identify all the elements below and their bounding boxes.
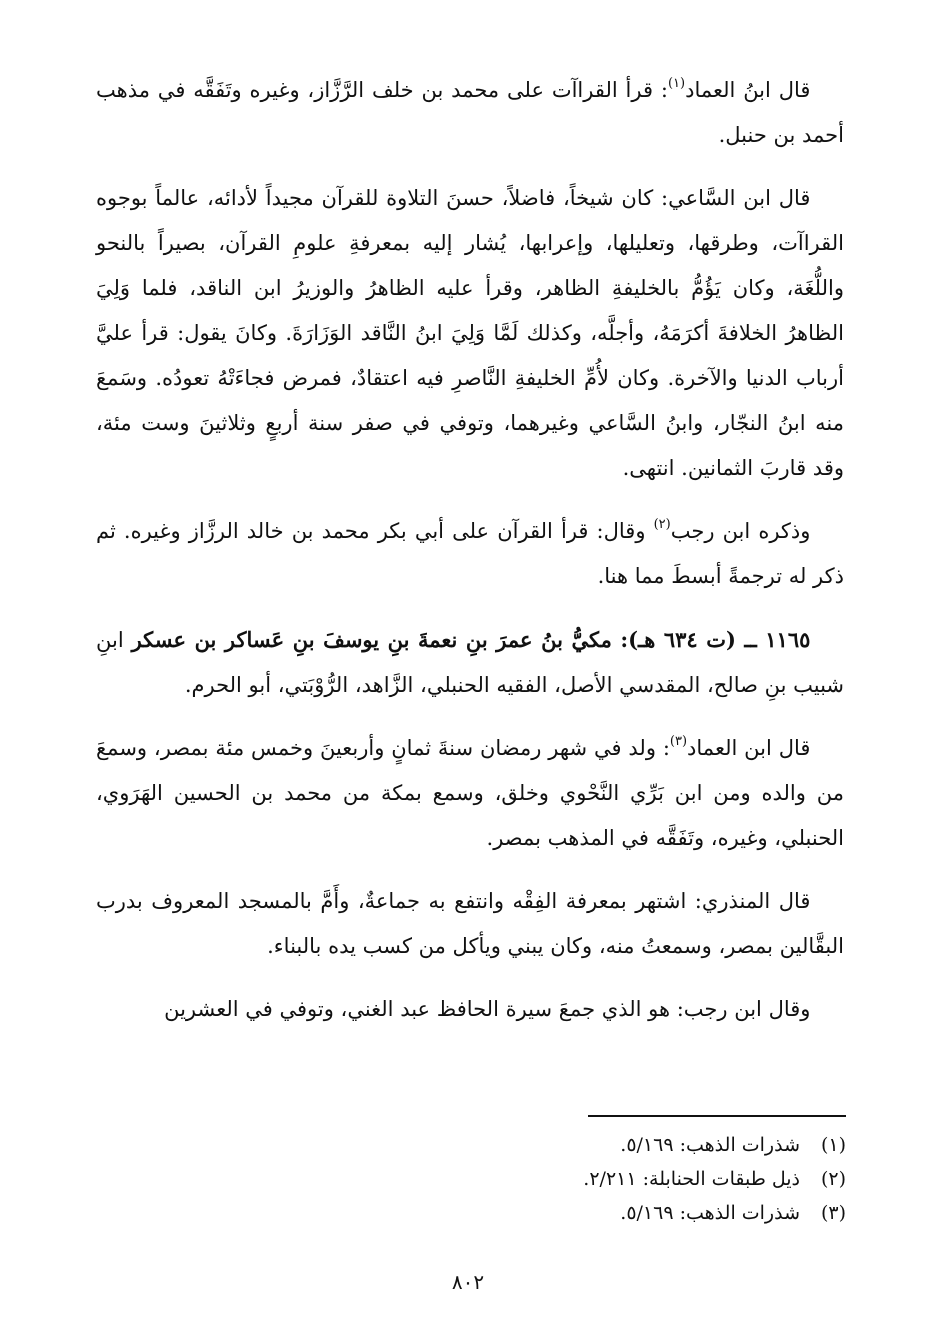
footnote-ref: (٢) bbox=[653, 517, 671, 532]
entry-1165 bbox=[96, 617, 844, 708]
paragraph-text: وقال ابن رجب: هو الذي جمعَ سيرة الحافظ عبد الغني، وتوفي في العشرين bbox=[164, 997, 811, 1021]
footnotes bbox=[146, 1128, 846, 1230]
footnote-number: (٢) bbox=[820, 1168, 846, 1190]
paragraph-text: : ولد في شهر رمضان سنةَ ثمانٍ وأربعينَ وخمس مئة بمصر، وسمعَ من والده ومن ابن بَرِّي النَّحْوي وخلق، وسمع بمكة من محمد بن الحسين الهَرَوي، الحنبلي، وغيره، وتَفَقَّه في المذهب بمصر. bbox=[96, 736, 844, 850]
footnote-number: (٣) bbox=[820, 1202, 846, 1224]
footnote-ref: (٣) bbox=[669, 734, 688, 749]
footnote-text: شذرات الذهب: ٥/١٦٩. bbox=[620, 1134, 800, 1156]
paragraph-ibn-al-saai bbox=[96, 176, 844, 491]
footnote-3 bbox=[146, 1196, 846, 1230]
paragraph-text: : قرأ القراآت على محمد بن خلف الرَّزَّاز، وغيره وتَفَقَّه في مذهب أحمد بن حنبل. bbox=[96, 78, 844, 147]
footnote-divider bbox=[588, 1115, 846, 1117]
paragraph-ibn-al-imad-2 bbox=[96, 726, 844, 861]
paragraph-text: وذكره ابن رجب bbox=[670, 519, 811, 543]
footnote-ref: (١) bbox=[667, 76, 686, 91]
paragraph-text: قال ابنُ العماد bbox=[685, 78, 811, 102]
footnote-2 bbox=[146, 1162, 846, 1196]
paragraph-text: قال ابن السَّاعي: كان شيخاً، فاضلاً، حسنَ التلاوة للقرآن مجيداً لأدائه، عالماً بوجوه القراآت، وطرقها، وتعليلها، وإعرابها، يُشار إليه بمعرفةِ علومِ القرآن، بصيراً بالنحو واللُّغَة، وكان يَؤُمُّ بالخليفةِ الظاهر، وقرأ عليه الظاهرُ والوزيرُ ابن الناقد، فلما وَلِيَ الظاهرُ الخلافةَ أكرَمَهُ، وأجلَّه، وكذلك لَمَّا وَلِيَ ابنُ النَّاقد الوَزَارَةَ. وكانَ يقول: قرأ عليَّ أرباب الدنيا والآخرة. وكان لأُمِّ الخليفةِ النَّاصرِ فيه اعتقادٌ، فمرض فجاءَتْهُ تعودُه. وسَمعَ منه ابنُ النجّار، وابنُ السَّاعي وغيرهما، وتوفي في صفر سنة أربعٍ وثلاثينَ وست مئة، وقد قاربَ الثمانين. انتهى. bbox=[96, 186, 844, 480]
paragraph-al-mundhiri bbox=[96, 879, 844, 969]
paragraph-text: قال ابن العماد bbox=[687, 736, 811, 760]
page-number: ٨٠٢ bbox=[451, 1270, 485, 1294]
paragraph-text: ابنِ شبيب بنِ صالح، المقدسي الأصل، الفقيه الحنبلي، الزَّاهد، الرُّوْبَتي، أبو الحرم. bbox=[96, 628, 844, 697]
footnote-text: شذرات الذهب: ٥/١٦٩. bbox=[620, 1202, 800, 1224]
paragraph-text: قال المنذري: اشتهر بمعرفة الفِقْه وانتفع به جماعةٌ، وأَمَّ بالمسجد المعروف بدرب البقَّالين بمصر، وسمعتُ منه، وكان يبني ويأكل من كسب يده بالبناء. bbox=[96, 889, 844, 958]
paragraph-ibn-rajab-2 bbox=[96, 987, 844, 1032]
paragraph-ibn-al-imad-1 bbox=[96, 68, 844, 158]
paragraph-ibn-rajab-1 bbox=[96, 509, 844, 599]
footnote-1 bbox=[146, 1128, 846, 1162]
paragraph-text: وقال: قرأ القرآن على أبي بكر محمد بن خالد الرزَّاز وغيره. ثم ذكر له ترجمةً أبسطَ مما هنا. bbox=[96, 519, 844, 588]
main-text bbox=[96, 68, 844, 1032]
footnote-text: ذيل طبقات الحنابلة: ٢/٢١١. bbox=[583, 1168, 800, 1190]
entry-heading: ١١٦٥ ــ (ت ٦٣٤ هـ): مكيُّ بنُ عمرَ بنِ نعمةَ بنِ يوسفَ بنِ عَساكر بن عسكر bbox=[131, 627, 811, 652]
footnote-number: (١) bbox=[820, 1134, 846, 1156]
